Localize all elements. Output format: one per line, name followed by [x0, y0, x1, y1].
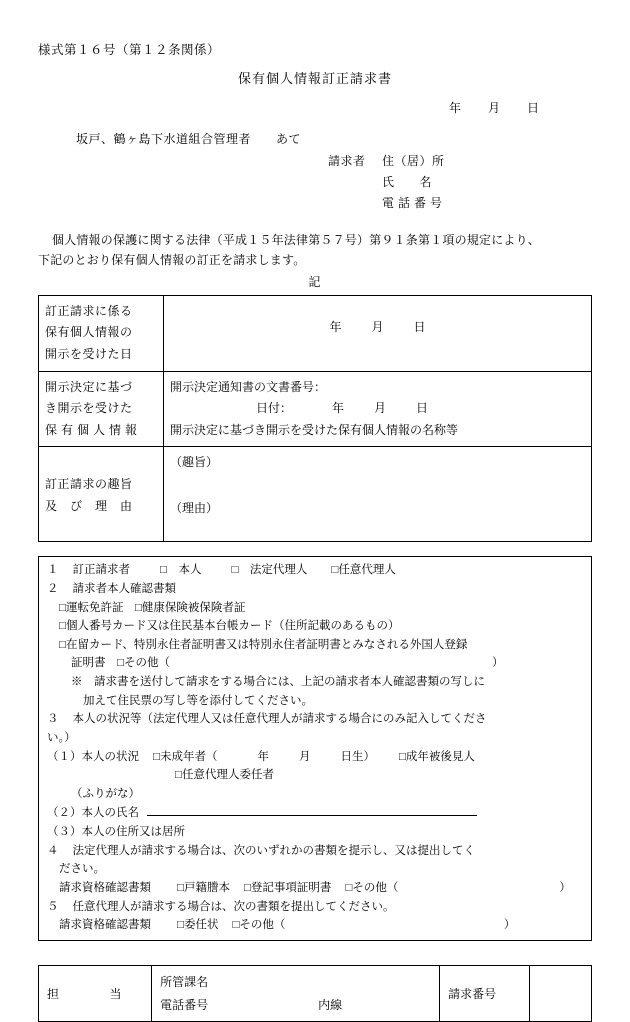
form-number: 様式第１６号（第１２条関係） [38, 43, 221, 57]
row2-label-line1: 開示決定に基づ [45, 379, 133, 394]
section-row-1 [39, 557, 592, 941]
row2-month: 月 [374, 401, 387, 416]
row2-label-line3: 保 有 個 人 情 報 [45, 422, 138, 437]
section-3-sub1-line [47, 748, 583, 767]
date-day-label: 日 [526, 101, 540, 115]
row1-value-cell[interactable] [164, 295, 592, 371]
section-1-title: 訂正請求者 [72, 564, 130, 577]
checkbox-sonota-5[interactable]: □その他（ ） [232, 919, 516, 932]
footer-naisen-label: 内線 [318, 997, 343, 1012]
section-3-sub1-label: （１）本人の状況 [47, 750, 139, 763]
row3-label-line1: 訂正請求の趣旨 [45, 477, 133, 492]
section-3-sub2-label: （２）本人の氏名 [47, 807, 139, 820]
row3-label-line2: 及 び 理 由 [45, 498, 133, 513]
footer-tantou-label: 担 当 [47, 986, 123, 1001]
checkbox-voluntary-agent-principal[interactable]: □任意代理人委任者 [175, 769, 274, 782]
row2-date-label: 日付： [256, 401, 293, 416]
row2-day: 日 [416, 401, 429, 416]
row1-label-line2: 保有個人情報の [45, 325, 133, 340]
section-4-docs-line [47, 879, 583, 898]
footer-denwa-label: 電話番号 [160, 997, 209, 1012]
row2-date-line [170, 398, 585, 420]
section-2-item-2[interactable]: □個人番号カード又は住民基本台帳カード（住所記載のあるもの） [59, 620, 400, 633]
minor-birth-year: 年 [257, 750, 269, 763]
footer-shokan-cell[interactable] [152, 965, 440, 1022]
requester-phone-row [38, 193, 592, 214]
requester-name-row [38, 172, 592, 193]
section-3-furigana: （ふりがな） [71, 787, 140, 800]
footer-seikyu-label: 請求番号 [448, 986, 497, 1001]
checkbox-nini-dairinin[interactable]: □任意代理人 [331, 564, 396, 577]
statute-line-2: 下記のとおり保有個人情報の訂正を請求します。 [38, 253, 306, 268]
row1-label-line1: 訂正請求に係る [45, 303, 133, 318]
sections-table [38, 556, 592, 941]
checkbox-ininjo[interactable]: □委任状 [177, 919, 219, 932]
row1-month: 月 [371, 319, 384, 334]
section-3-title-1: 本人の状況等（法定代理人又は任意代理人が請求する場合にのみ記入してくださ [72, 713, 487, 726]
section-4-title-line-2: ださい。 [59, 863, 105, 876]
row1-day: 日 [413, 319, 426, 334]
section-2-number: ２ [47, 582, 59, 595]
footer-shokan-label: 所管課名 [160, 974, 209, 989]
section-3-sub3-line [47, 823, 583, 842]
requester-label: 請求者 [328, 154, 366, 168]
requester-name-label: 氏 名 [382, 175, 433, 189]
section-2-title: 請求者本人確認書類 [72, 582, 176, 595]
row1-label-cell [39, 295, 164, 371]
table-row [39, 965, 592, 1022]
table-row [39, 447, 592, 542]
section-4-title-line-1 [47, 842, 583, 861]
row3-value-cell[interactable] [164, 447, 592, 542]
minor-birth-month: 月 [298, 750, 311, 763]
section-3-title-line-2: い。） [47, 731, 76, 744]
footer-table [38, 965, 592, 1022]
requester-address-row [38, 151, 592, 172]
section-2-item-4[interactable]: 証明書 □その他（ ） [71, 657, 504, 670]
date-month-label: 月 [487, 101, 501, 115]
document-title: 保有個人情報訂正請求書 [237, 71, 392, 86]
section-5-number: ５ [47, 900, 59, 913]
requester-phone-label: 電 話 番 号 [382, 196, 443, 210]
section-2-item-1[interactable]: □運転免許証 □健康保険被保険者証 [59, 601, 246, 614]
checkbox-sonota-4[interactable]: □その他（ ） [345, 881, 571, 894]
section-4-title-1: 法定代理人が請求する場合は、次のいずれかの書類を提示し、又は提出してく [72, 844, 475, 857]
statute-line-1: 個人情報の保護に関する法律（平成１５年法律第５７号）第９１条第１項の規定により、 [52, 233, 541, 247]
row1-label-line3: 開示を受けた日 [45, 346, 133, 361]
section-3-sub1-opt3-line [47, 766, 583, 785]
row3-label-cell [39, 447, 164, 542]
section-4-docs-label: 請求資格確認書類 [59, 881, 151, 894]
section-2-note-line-1: ※ 請求書を送付して請求をする場合には、上記の請求者本人確認書類の写しに [71, 676, 485, 689]
footer-tantou-cell [39, 965, 152, 1022]
row2-label-line2: き開示を受けた [45, 401, 133, 416]
checkbox-touki[interactable]: □登記事項証明書 [243, 881, 332, 894]
section-1-line [47, 561, 583, 580]
checkbox-koseki[interactable]: □戸籍謄本 [177, 881, 230, 894]
checkbox-adult-ward[interactable]: □成年被後見人 [398, 750, 475, 763]
minor-birth-day: 日生） [340, 750, 375, 763]
footer-denwa-line [160, 994, 431, 1017]
section-5-docs-line [47, 916, 583, 935]
section-5-title: 任意代理人が請求する場合は、次の書類を提出してください。 [72, 900, 395, 913]
section-5-docs-label: 請求資格確認書類 [59, 919, 151, 932]
footer-seikyu-value-cell[interactable] [530, 965, 592, 1022]
row3-shushi-label: （趣旨） [170, 455, 219, 470]
section-5-title-line [47, 898, 583, 917]
section-2-note-line-2: 加えて住民票の写し等を添付してください。 [83, 694, 313, 707]
table-row [39, 371, 592, 447]
row2-value-cell[interactable] [164, 371, 592, 447]
checkbox-honnin[interactable]: □ 本人 [160, 564, 202, 577]
row2-label-cell [39, 371, 164, 447]
row2-year: 年 [332, 401, 345, 416]
section-2-title-line [47, 580, 583, 599]
section-3-title-line-1 [47, 710, 583, 729]
footer-seikyu-label-cell [440, 965, 530, 1022]
table-row [39, 295, 592, 371]
checkbox-minor[interactable]: □未成年者（ [153, 750, 218, 763]
row1-year: 年 [329, 319, 342, 334]
row3-riyu-label: （理由） [170, 500, 219, 515]
disclosure-info-table [38, 295, 592, 543]
section-3-sub2-line [47, 803, 583, 823]
row2-name-line: 開示決定に基づき開示を受けた保有個人情報の名称等 [170, 422, 459, 437]
section-2-item-3[interactable]: □在留カード、特別永住者証明書又は特別永住者証明書とみなされる外国人登録 [59, 638, 468, 651]
section-3-number: ３ [47, 713, 59, 726]
row2-doc-number-line: 開示決定通知書の文書番号： [170, 379, 327, 394]
section-1-number: １ [47, 564, 59, 577]
ki-marker: 記 [308, 274, 322, 289]
requester-address-label: 住（居）所 [382, 154, 445, 168]
section-3-sub3-label: （３）本人の住所又は居所 [47, 826, 185, 839]
addressee: 坂戸、鶴ヶ島下水道組合管理者 あて [76, 132, 302, 146]
honnin-name-field[interactable] [147, 803, 477, 816]
checkbox-houtei-dairinin[interactable]: □ 法定代理人 [231, 564, 308, 577]
statute-paragraph [38, 230, 592, 271]
date-year-label: 年 [448, 101, 462, 115]
section-4-number: ４ [47, 844, 59, 857]
section-1-cell [39, 557, 592, 941]
issue-date-line [38, 99, 592, 116]
requester-block [38, 151, 592, 214]
